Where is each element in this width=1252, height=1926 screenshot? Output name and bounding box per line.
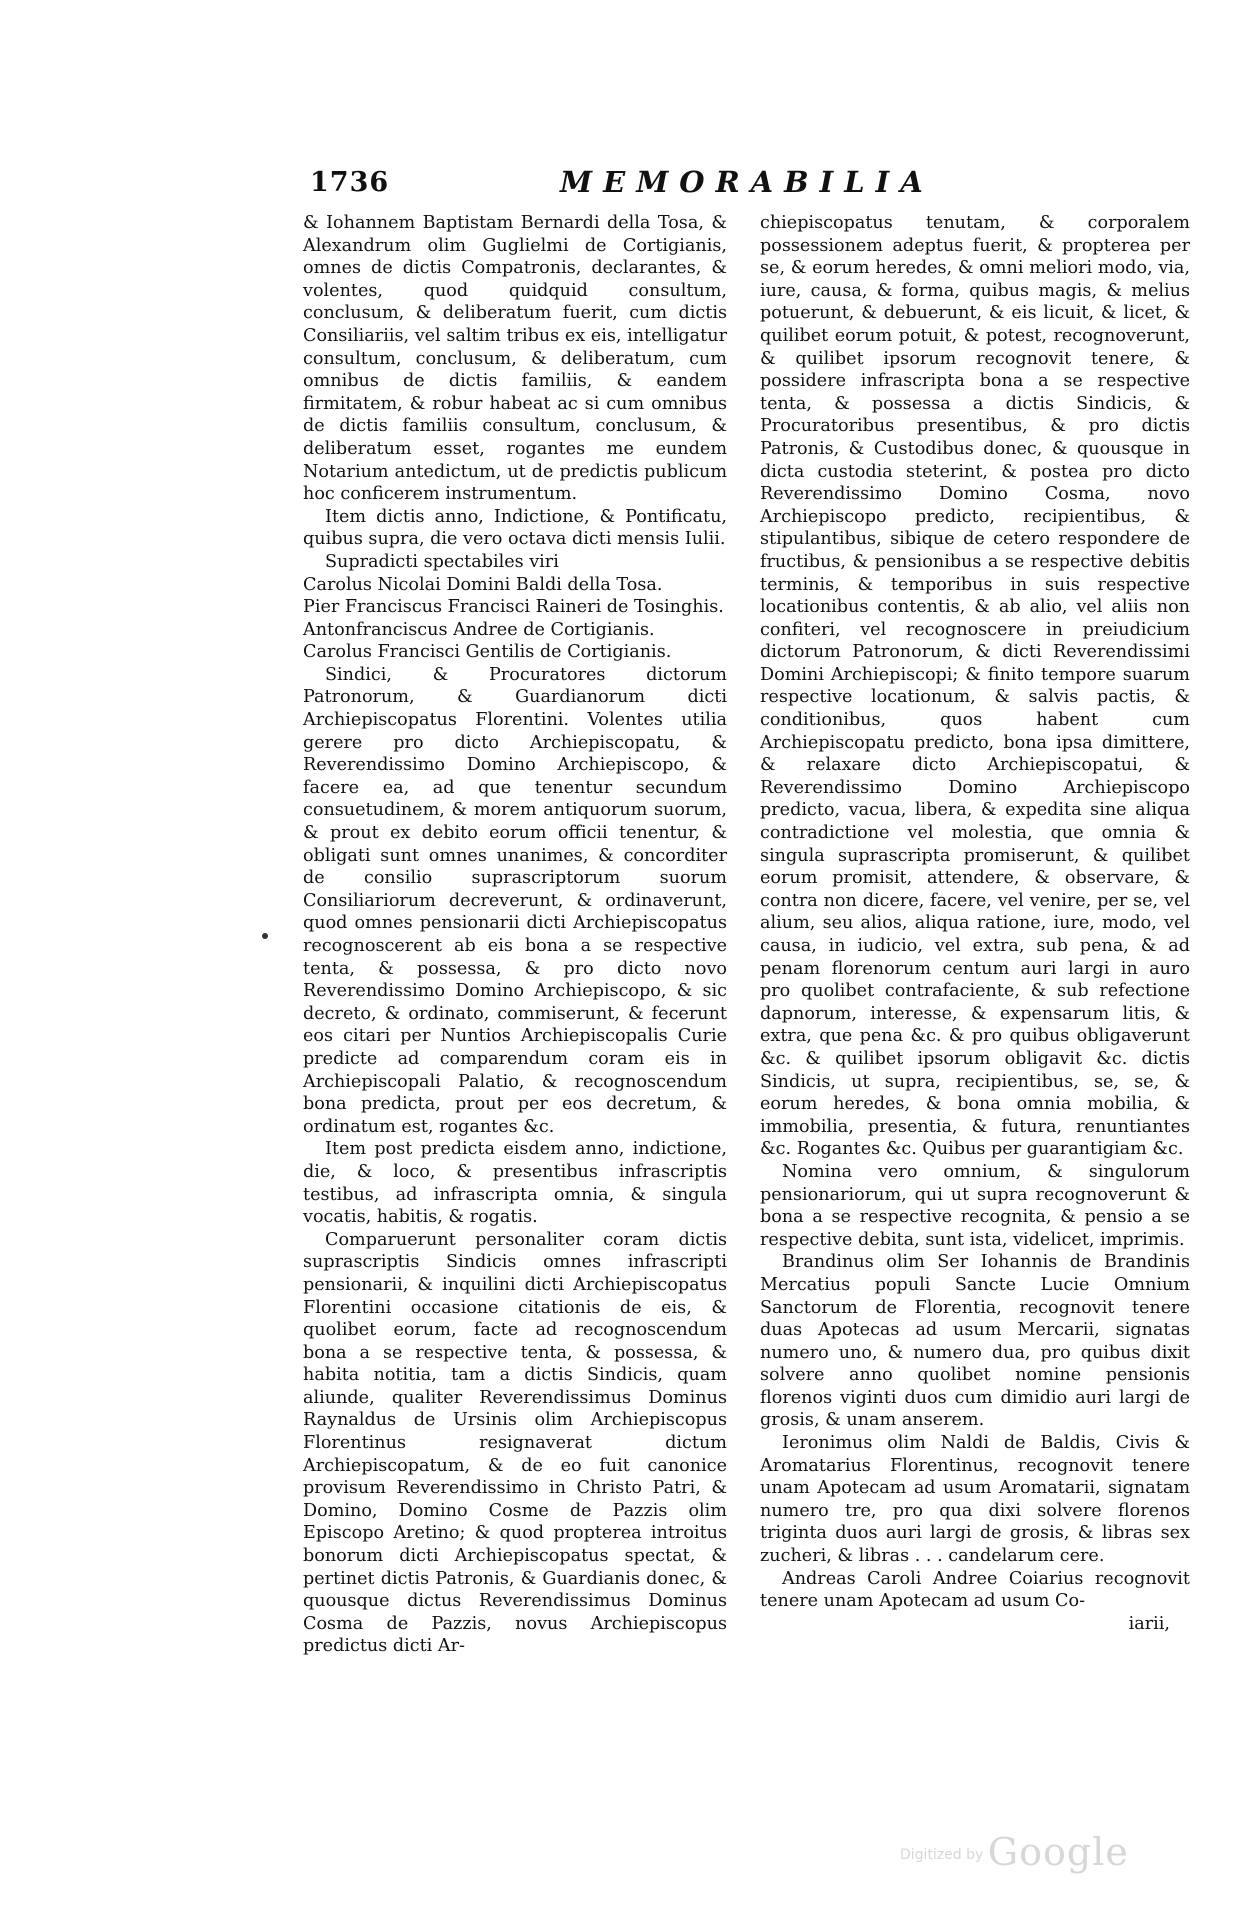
paragraph: Item dictis anno, Indictione, & Pontificatu, quibus supra, die vero octava dicti mensis Iulii. <box>303 506 727 550</box>
paragraph: Item post predicta eisdem anno, indictione, die, & loco, & presentibus infrascriptis testibus, ad infrascripta omnia, & singula vocatis, habitis, & rogatis. <box>303 1139 727 1228</box>
right-column <box>760 212 1190 1635</box>
name-entry: Carolus Nicolai Domini Baldi della Tosa. <box>303 574 663 595</box>
name-entry: Antonfranciscus Andree de Cortigianis. <box>303 619 655 640</box>
name-entry: Pier Franciscus Francisci Raineri de Tosinghis. <box>303 597 724 618</box>
page-number: 1736 <box>310 167 390 198</box>
paragraph: chiepiscopatus tenutam, & corporalem possessionem adeptus fuerit, & propterea per se, & eorum heredes, & omni meliori modo, via, iure, causa, & forma, quibus magis, & melius potuerunt, & debuerunt, & eis licuit, & licet, & quilibet eorum potuit, & potest, recognoverunt, & quilibet ipsorum recognovit tenere, & possidere infrascripta bona a se respective tenta, & possessa a dictis Sindicis, & Procuratoribus presentibus, & pro dictis Patronis, & Custodibus donec, & quousque in dicta custodia steterint, & postea pro dicto Reverendissimo Domino Cosma, novo Archiepiscopo predicto, recipientibus, & stipulantibus, sibique de cetero respondere de fructibus, & pensionibus a se respective debitis terminis, & temporibus in suis respective locationibus contentis, & ab alio, vel aliis non confiteri, vel recognoscere in preiudicium dictorum Patronorum, & dicti Reverendissimi Domini Archiepiscopi; & finito tempore suarum respective locationum, & salvis pactis, & conditionibus, quos habent cum Archiepiscopatu predicto, bona ipsa dimittere, & relaxare dicto Archiepiscopatui, & Reverendissimo Domino Archiepiscopo predicto, vacua, libera, & expedita sine aliqua contradictione vel molestia, que omnia & singula suprascripta promiserunt, & quilibet eorum promisit, attendere, & observare, & contra non dicere, facere, vel venire, per se, vel alium, seu alios, aliqua ratione, iure, modo, vel causa, in iudicio, vel extra, sub pena, & ad penam florenorum centum auri largi in auro pro quolibet contrafaciente, & sub refectione dapnorum, interesse, & expensarum litis, & extra, que pena &c. & pro quibus obligaverunt &c. & quilibet ipsorum obligavit &c. dictis Sindicis, ut supra, recipientibus, se, se, & eorum heredes, & bona omnia mobilia, & immobilia, presentia, & futura, renuntiantes &c. Rogantes &c. Quibus per guarantigiam &c. <box>760 213 1190 1160</box>
running-title: MEMORABILIA <box>560 165 934 199</box>
margin-mark <box>262 933 268 939</box>
paragraph: Ieronimus olim Naldi de Baldis, Civis & Aromatarius Florentinus, recognovit tenere unam Apotecam ad usum Aromatarii, signatam numero tre, pro qua dixi solvere florenos triginta duos auri largi de grosis, & libras sex zucheri, & libras . . . candelarum cere. <box>760 1433 1190 1567</box>
paragraph: Supradicti spectabiles viri <box>325 551 559 572</box>
catchword: iarii, <box>1128 1613 1170 1634</box>
name-entry: Carolus Francisci Gentilis de Cortigianis. <box>303 642 672 663</box>
paragraph: Nomina vero omnium, & singulorum pensionariorum, qui ut supra recognoverunt & bona a se respective recognita, & pensio a se respective debita, sunt ista, videlicet, imprimis. <box>760 1161 1190 1250</box>
paragraph: Andreas Caroli Andree Coiarius recognovit tenere unam Apotecam ad usum Co- <box>760 1568 1190 1612</box>
watermark-prefix: Digitized by <box>900 1847 984 1863</box>
paragraph: & Iohannem Baptistam Bernardi della Tosa, & Alexandrum olim Guglielmi de Cortigianis, omnes de dictis Compatronis, declarantes, & volentes, quod quidquid consultum, conclusum, & deliberatum fuerit, cum dictis Consiliariis, vel saltim tribus ex eis, intelligatur consultum, conclusum, & deliberatum, cum omnibus de dictis familiis, & eandem firmitatem, & robur habeat ac si cum omnibus de dictis familiis consultum, conclusum, & deliberatum esset, rogantes me eundem Notarium antedictum, ut de predictis publicum hoc conficerem instrumentum. <box>303 213 727 505</box>
paragraph: Comparuerunt personaliter coram dictis suprascriptis Sindicis omnes infrascripti pensionarii, & inquilini dicti Archiepiscopatus Florentini occasione citationis de eis, & quolibet eorum, facte ad recognoscendum bona a se respective tenta, & possessa, & habita notitia, tam a dictis Sindicis, quam aliunde, qualiter Reverendissimus Dominus Raynaldus de Ursinis olim Archiepiscopus Florentinus resignaverat dictum Archiepiscopatum, & de eo fuit canonice provisum Reverendissimo in Christo Patri, & Domino, Domino Cosme de Pazzis olim Episcopo Aretino; & quod propterea introitus bonorum dicti Archiepiscopatus spectat, & pertinet dictis Patronis, & Guardianis donec, & quousque dictus Reverendissimus Dominus Cosma de Pazzis, novus Archiepiscopus predictus dicti Ar- <box>303 1229 727 1657</box>
page-header <box>310 165 934 205</box>
paragraph: Brandinus olim Ser Iohannis de Brandinis Mercatius populi Sancte Lucie Omnium Sanctorum de Florentia, recognovit tenere duas Apotecas ad usum Mercarii, signatas numero uno, & numero dua, pro quibus dixit solvere anno quolibet nomine pensionis florenos viginti duos cum dimidio auri largi de grosis, & unam anserem. <box>760 1252 1190 1431</box>
left-column <box>303 212 727 1658</box>
paragraph: Sindici, & Procuratores dictorum Patronorum, & Guardianorum dicti Archiepiscopatus Florentini. Volentes utilia gerere pro dicto Archiepiscopatu, & Reverendissimo Domino Archiepiscopo, & facere ea, ad que tenentur secundum consuetudinem, & morem antiquorum suorum, & prout ex debito eorum officii tenentur, & obligati sunt omnes unanimes, & concorditer de consilio suprascriptorum suorum Consiliariorum decreverunt, & ordinaverunt, quod omnes pensionarii dicti Archiepiscopatus recognoscerent ab eis bona a se respective tenta, & possessa, & pro dicto novo Reverendissimo Domino Archiepiscopo, & sic decreto, & ordinato, commiserunt, & fecerunt eos citari per Nuntios Archiepiscopalis Curie predicte ad comparendum coram eis in Archiepiscopali Palatio, & recognoscendum bona predicta, prout per eos decretum, & ordinatum est, rogantes &c. <box>303 664 727 1137</box>
digitized-watermark <box>900 1830 1129 1874</box>
watermark-brand: Google <box>987 1830 1129 1874</box>
